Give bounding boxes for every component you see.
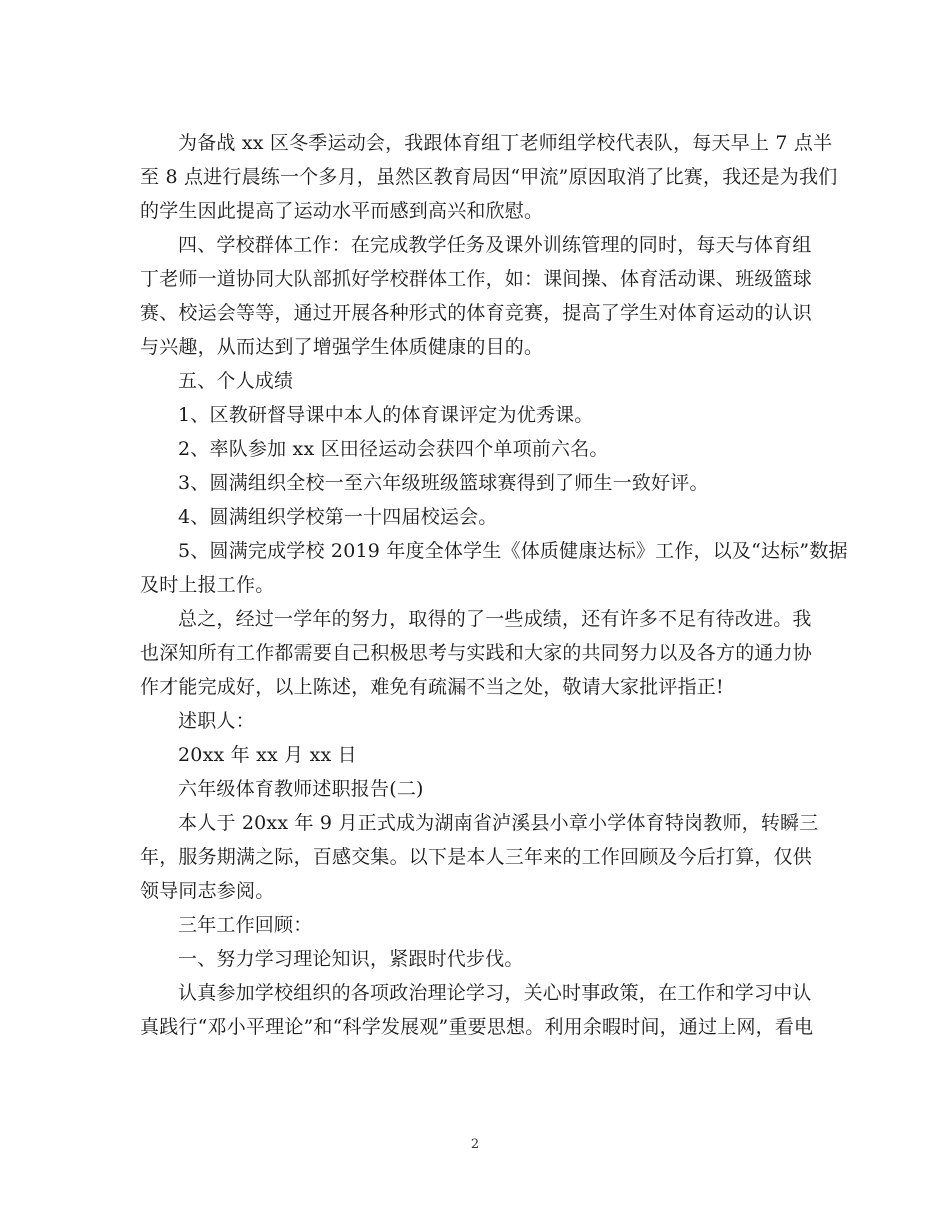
text-line: 赛、校运会等等，通过开展各种形式的体育竞赛，提高了学生对体育运动的认识	[140, 302, 813, 324]
text-line: 认真参加学校组织的各项政治理论学习，关心时事政策，在工作和学习中认	[178, 982, 812, 1004]
paragraph	[140, 806, 819, 908]
list-item	[140, 500, 810, 534]
page-number: 2	[470, 1137, 480, 1152]
text-line: 2、率队参加 xx 区田径运动会获四个单项前六名。	[178, 438, 609, 460]
date-line	[140, 738, 810, 772]
section-heading	[140, 364, 810, 398]
text-line: 本人于 20xx 年 9 月正式成为湖南省泸溪县小章小学体育特岗教师，转瞬三	[178, 812, 819, 834]
text-line: 五、个人成绩	[178, 370, 294, 392]
document-body	[140, 126, 848, 1044]
paragraph	[140, 976, 814, 1044]
signature-label	[140, 704, 810, 738]
text-line: 真践行“邓小平理论”和“科学发展观”重要思想。利用余暇时间，通过上网，看电	[140, 1016, 814, 1038]
text-line: 为备战 xx 区冬季运动会，我跟体育组丁老师组学校代表队，每天早上 7 点半	[178, 132, 833, 154]
text-line: 领导同志参阅。	[140, 880, 275, 902]
list-item	[140, 398, 810, 432]
list-item	[140, 534, 848, 602]
paragraph	[140, 126, 838, 228]
text-line: 一、努力学习理论知识，紧跟时代步伐。	[178, 948, 524, 970]
text-line: 总之，经过一学年的努力，取得的了一些成绩，还有许多不足有待改进。我	[178, 608, 812, 630]
text-line: 丁老师一道协同大队部抓好学校群体工作，如：课间操、体育活动课、班级篮球	[140, 268, 813, 290]
text-line: 5、圆满完成学校 2019 年度全体学生《体质健康达标》工作，以及“达标”数据	[178, 540, 848, 562]
section-heading	[140, 908, 810, 942]
text-line: 至 8 点进行晨练一个多月，虽然区教育局因“甲流”原因取消了比赛，我还是为我们	[140, 166, 838, 188]
text-line: 20xx 年 xx 月 xx 日	[178, 744, 357, 766]
text-line: 六年级体育教师述职报告(二)	[178, 778, 424, 800]
paragraph	[140, 602, 813, 704]
text-line: 及时上报工作。	[140, 574, 275, 596]
report-title	[140, 772, 810, 806]
text-line: 三年工作回顾：	[178, 914, 313, 936]
list-item	[140, 466, 810, 500]
sub-heading	[140, 942, 810, 976]
text-line: 1、区教研督导课中本人的体育课评定为优秀课。	[178, 404, 594, 426]
text-line: 年，服务期满之际，百感交集。以下是本人三年来的工作回顾及今后打算，仅供	[140, 846, 813, 868]
text-line: 四、学校群体工作：在完成教学任务及课外训练管理的同时，每天与体育组	[178, 234, 812, 256]
text-line: 4、圆满组织学校第一十四届校运会。	[178, 506, 498, 528]
text-line: 的学生因此提高了运动水平而感到高兴和欣慰。	[140, 200, 544, 222]
text-line: 述职人：	[178, 710, 255, 732]
list-item	[140, 432, 810, 466]
paragraph	[140, 228, 813, 364]
text-line: 3、圆满组织全校一至六年级班级篮球赛得到了师生一致好评。	[178, 472, 709, 494]
text-line: 也深知所有工作都需要自己积极思考与实践和大家的共同努力以及各方的通力协	[140, 642, 813, 664]
text-line: 与兴趣，从而达到了增强学生体质健康的目的。	[140, 336, 544, 358]
text-line: 作才能完成好，以上陈述，难免有疏漏不当之处，敬请大家批评指正!	[140, 676, 724, 698]
